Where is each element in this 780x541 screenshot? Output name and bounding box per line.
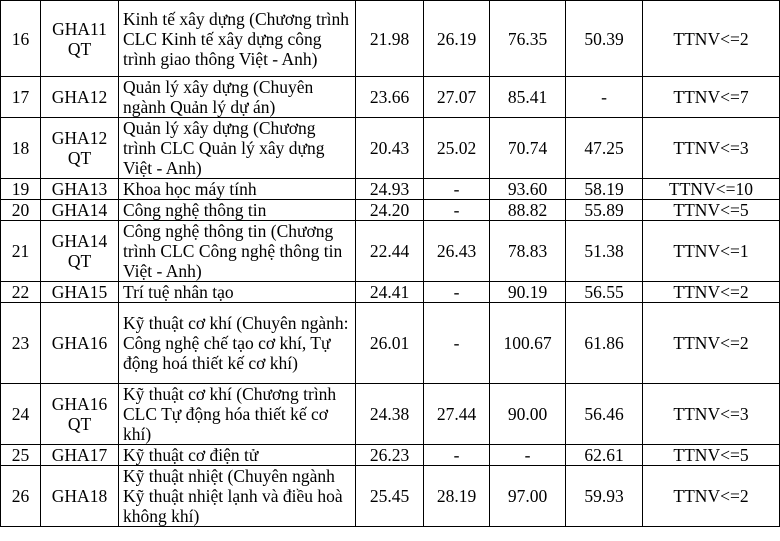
score-cell: 90.00 <box>490 384 566 445</box>
condition-cell: TTNV<=3 <box>643 384 780 445</box>
score-cell: - <box>424 200 490 221</box>
major-name-cell: Kỹ thuật nhiệt (Chuyên ngành Kỹ thuật nhiệt lạnh và điều hoà không khí) <box>119 466 356 527</box>
table-row <box>1 118 780 179</box>
score-cell: 56.55 <box>566 282 643 303</box>
score-cell: 26.01 <box>356 303 424 384</box>
major-code-cell: GHA14 QT <box>41 221 119 282</box>
condition-cell: TTNV<=5 <box>643 445 780 466</box>
score-cell: 100.67 <box>490 303 566 384</box>
table-row <box>1 77 780 118</box>
major-name-cell: Kỹ thuật cơ điện tử <box>119 445 356 466</box>
score-cell: - <box>566 77 643 118</box>
score-cell: 27.07 <box>424 77 490 118</box>
score-cell: 20.43 <box>356 118 424 179</box>
major-name-cell: Quản lý xây dựng (Chuyên ngành Quản lý dự án) <box>119 77 356 118</box>
score-cell: 47.25 <box>566 118 643 179</box>
score-cell: - <box>490 445 566 466</box>
score-cell: 25.02 <box>424 118 490 179</box>
major-name-cell: Trí tuệ nhân tạo <box>119 282 356 303</box>
row-number-cell: 19 <box>1 179 41 200</box>
major-code-cell: GHA18 <box>41 466 119 527</box>
score-cell: 24.41 <box>356 282 424 303</box>
major-code-cell: GHA11 QT <box>41 1 119 77</box>
major-name-cell: Kinh tế xây dựng (Chương trình CLC Kinh tế xây dựng công trình giao thông Việt - Anh) <box>119 1 356 77</box>
score-cell: 23.66 <box>356 77 424 118</box>
row-number-cell: 23 <box>1 303 41 384</box>
score-cell: 59.93 <box>566 466 643 527</box>
score-cell: 51.38 <box>566 221 643 282</box>
score-cell: 97.00 <box>490 466 566 527</box>
condition-cell: TTNV<=2 <box>643 1 780 77</box>
major-code-cell: GHA17 <box>41 445 119 466</box>
score-cell: 21.98 <box>356 1 424 77</box>
condition-cell: TTNV<=2 <box>643 303 780 384</box>
table-body <box>1 1 780 527</box>
row-number-cell: 26 <box>1 466 41 527</box>
score-cell: - <box>424 179 490 200</box>
score-cell: 90.19 <box>490 282 566 303</box>
major-code-cell: GHA13 <box>41 179 119 200</box>
table-row <box>1 384 780 445</box>
row-number-cell: 25 <box>1 445 41 466</box>
table-row <box>1 1 780 77</box>
row-number-cell: 17 <box>1 77 41 118</box>
score-cell: 56.46 <box>566 384 643 445</box>
score-cell: 26.43 <box>424 221 490 282</box>
major-name-cell: Quản lý xây dựng (Chương trình CLC Quản lý xây dựng Việt - Anh) <box>119 118 356 179</box>
score-cell: 85.41 <box>490 77 566 118</box>
score-cell: - <box>424 445 490 466</box>
major-code-cell: GHA12 QT <box>41 118 119 179</box>
row-number-cell: 24 <box>1 384 41 445</box>
condition-cell: TTNV<=2 <box>643 466 780 527</box>
condition-cell: TTNV<=5 <box>643 200 780 221</box>
score-cell: 50.39 <box>566 1 643 77</box>
major-code-cell: GHA15 <box>41 282 119 303</box>
condition-cell: TTNV<=1 <box>643 221 780 282</box>
table-row <box>1 200 780 221</box>
row-number-cell: 21 <box>1 221 41 282</box>
major-name-cell: Kỹ thuật cơ khí (Chuyên ngành: Công nghệ chế tạo cơ khí, Tự động hoá thiết kế cơ khí) <box>119 303 356 384</box>
row-number-cell: 20 <box>1 200 41 221</box>
table-row <box>1 445 780 466</box>
score-cell: 58.19 <box>566 179 643 200</box>
major-name-cell: Công nghệ thông tin <box>119 200 356 221</box>
major-code-cell: GHA12 <box>41 77 119 118</box>
major-name-cell: Khoa học máy tính <box>119 179 356 200</box>
major-code-cell: GHA16 <box>41 303 119 384</box>
score-cell: 24.20 <box>356 200 424 221</box>
major-code-cell: GHA14 <box>41 200 119 221</box>
score-cell: 28.19 <box>424 466 490 527</box>
condition-cell: TTNV<=2 <box>643 282 780 303</box>
table-row <box>1 466 780 527</box>
score-cell: 24.93 <box>356 179 424 200</box>
score-cell: 27.44 <box>424 384 490 445</box>
table-row <box>1 221 780 282</box>
score-cell: 24.38 <box>356 384 424 445</box>
score-cell: 93.60 <box>490 179 566 200</box>
row-number-cell: 18 <box>1 118 41 179</box>
major-name-cell: Công nghệ thông tin (Chương trình CLC Công nghệ thông tin Việt - Anh) <box>119 221 356 282</box>
score-cell: 26.19 <box>424 1 490 77</box>
score-cell: 26.23 <box>356 445 424 466</box>
score-cell: 78.83 <box>490 221 566 282</box>
score-cell: - <box>424 282 490 303</box>
score-cell: 70.74 <box>490 118 566 179</box>
condition-cell: TTNV<=10 <box>643 179 780 200</box>
row-number-cell: 22 <box>1 282 41 303</box>
score-cell: 88.82 <box>490 200 566 221</box>
score-cell: 76.35 <box>490 1 566 77</box>
major-code-cell: GHA16 QT <box>41 384 119 445</box>
score-cell: 55.89 <box>566 200 643 221</box>
table-row <box>1 179 780 200</box>
condition-cell: TTNV<=7 <box>643 77 780 118</box>
score-cell: 22.44 <box>356 221 424 282</box>
row-number-cell: 16 <box>1 1 41 77</box>
table-row <box>1 282 780 303</box>
score-cell: 62.61 <box>566 445 643 466</box>
condition-cell: TTNV<=3 <box>643 118 780 179</box>
score-cell: - <box>424 303 490 384</box>
score-cell: 25.45 <box>356 466 424 527</box>
table-row <box>1 303 780 384</box>
major-name-cell: Kỹ thuật cơ khí (Chương trình CLC Tự động hóa thiết kế cơ khí) <box>119 384 356 445</box>
score-cell: 61.86 <box>566 303 643 384</box>
